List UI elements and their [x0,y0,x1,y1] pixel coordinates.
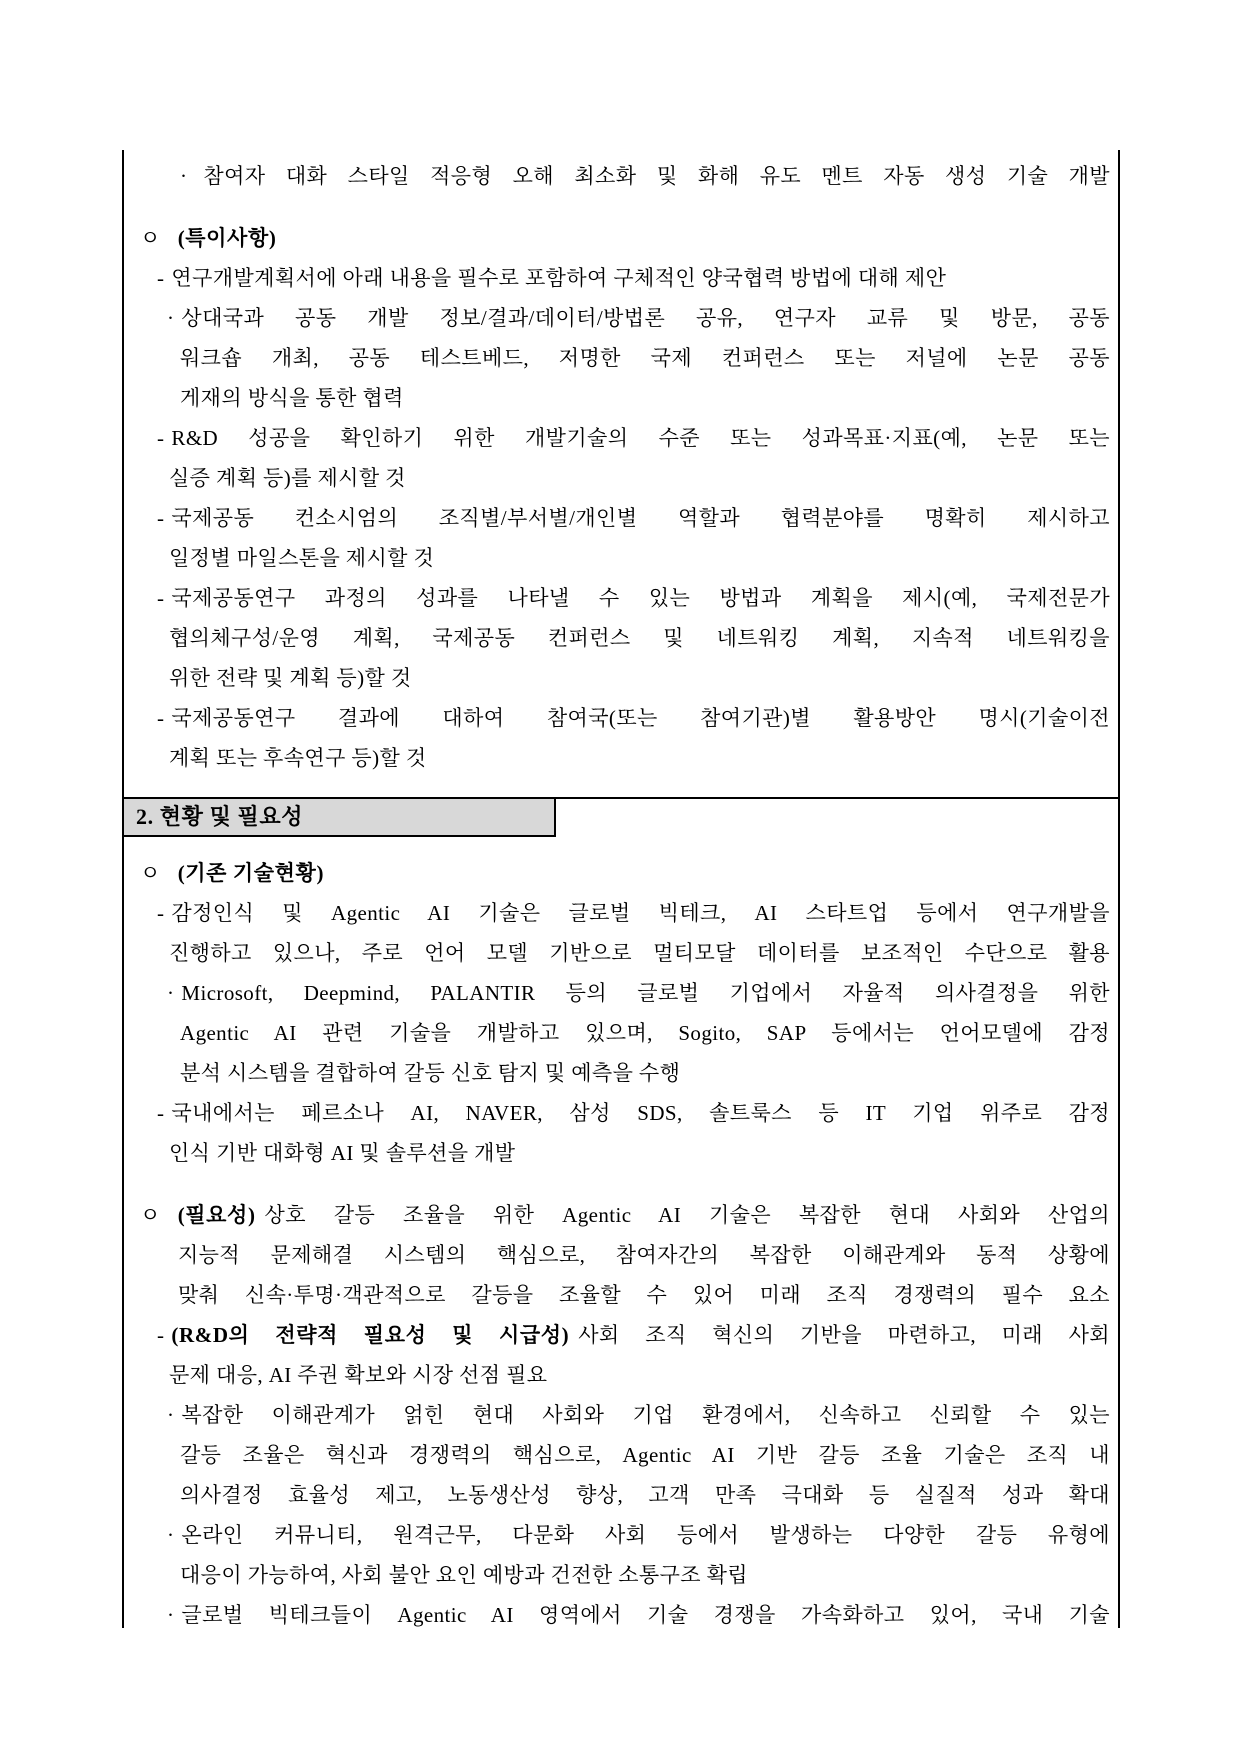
line-text: 복잡한 이해관계가 얽힌 현대 사회와 기업 환경에서, 신속하고 신뢰할 수 있는 [181,1403,1110,1427]
line-text: 국제공동 컨소시엄의 조직별/부서별/개인별 역할과 협력분야를 명확히 제시하고 [171,506,1110,530]
bullet: · [167,1603,175,1627]
section-2-title: 2. 현황 및 필요성 [136,804,304,829]
line-text: 참여자 대화 스타일 적응형 오해 최소화 및 화해 유도 멘트 자동 생성 기술 개발 [203,164,1110,188]
text-line [124,1275,1114,1315]
line-text: 실증 계획 등)를 제시할 것 [169,466,406,490]
bullet: - [157,266,165,290]
text-line [124,338,1114,378]
section-research-content [124,150,1118,797]
bullet: - [157,901,165,925]
line-text: 계획 또는 후속연구 등)할 것 [169,746,427,770]
bold-label: (필요성) [177,1203,256,1227]
bullet: ㅇ [140,861,161,885]
text-line [124,1515,1114,1555]
text-line [124,893,1114,933]
bold-label: (기존 기술현황) [177,861,325,885]
line-text: 위한 전략 및 계획 등)할 것 [169,666,412,690]
text-line [124,698,1114,738]
line-text: 맞춰 신속·투명·객관적으로 갈등을 조율할 수 있어 미래 조직 경쟁력의 필수 요소 [178,1283,1110,1307]
line-text: 국제공동연구 결과에 대하여 참여국(또는 참여기관)별 활용방안 명시(기술이전 [171,706,1110,730]
content-table-frame [122,150,1120,1628]
section-2-header-row [124,797,1118,837]
line-text: 분석 시스템을 결합하여 갈등 신호 탐지 및 예측을 수행 [180,1061,681,1085]
bold-label: (특이사항) [177,226,277,250]
bullet: - [157,1323,165,1347]
text-line [124,458,1114,498]
section-status-necessity [124,837,1118,1628]
line-text: 지능적 문제해결 시스템의 핵심으로, 참여자간의 복잡한 이해관계와 동적 상황에 [178,1243,1110,1267]
text-line [124,1595,1114,1628]
strategic-necessity-line [124,1315,1114,1355]
line-text: 상대국과 공동 개발 정보/결과/데이터/방법론 공유, 연구자 교류 및 방문, 공동 [181,306,1110,330]
text-line [124,1133,1114,1173]
bullet: · [167,306,175,330]
special-notes-header [124,218,1114,258]
bullet: · [167,1403,175,1427]
bullet: - [157,586,165,610]
text-line [124,1435,1114,1475]
text-line [124,973,1114,1013]
text-line [124,418,1114,458]
text-line [124,578,1114,618]
text-line [124,1235,1114,1275]
line-text: 글로벌 빅테크들이 Agentic AI 영역에서 기술 경쟁을 가속화하고 있어, 국내 기술 [181,1603,1110,1627]
line-text: 문제 대응, AI 주권 확보와 시장 선점 필요 [169,1363,548,1387]
tech-status-header [124,853,1114,893]
text-line [124,1013,1114,1053]
line-text: 대응이 가능하여, 사회 불안 요인 예방과 건전한 소통구조 확립 [180,1563,748,1587]
line-text: Microsoft, Deepmind, PALANTIR 등의 글로벌 기업에서 자율적 의사결정을 위한 [181,981,1110,1005]
bullet: - [157,1101,165,1125]
text-line [124,1395,1114,1435]
line-text: 연구개발계획서에 아래 내용을 필수로 포함하여 구체적인 양국협력 방법에 대해 제안 [171,266,947,290]
line-text: 진행하고 있으나, 주로 언어 모델 기반으로 멀티모달 데이터를 보조적인 수단으로 활용 [169,941,1110,965]
section-2-header-cell [124,799,556,837]
bullet: · [167,1523,175,1547]
text-line [124,378,1114,418]
line-text: 인식 기반 대화형 AI 및 솔루션을 개발 [169,1141,516,1165]
necessity-header [124,1195,1114,1235]
line-text: 국내에서는 페르소나 AI, NAVER, 삼성 SDS, 솔트룩스 등 IT 기업 위주로 감정 [171,1101,1110,1125]
line-text: 일정별 마일스톤을 제시할 것 [169,546,435,570]
bullet: ㅇ [140,1203,161,1227]
text-line [124,1053,1114,1093]
line-text: 국제공동연구 과정의 성과를 나타낼 수 있는 방법과 계획을 제시(예, 국제전문가 [171,586,1110,610]
text-line [124,738,1114,778]
text-line [124,618,1114,658]
bullet: · [180,164,188,188]
line-text: 감정인식 및 Agentic AI 기술은 글로벌 빅테크, AI 스타트업 등에서 연구개발을 [171,901,1110,925]
bullet: - [157,426,165,450]
bullet: · [167,981,175,1005]
line-text: R&D 성공을 확인하기 위한 개발기술의 수준 또는 성과목표·지표(예, 논문 또는 [171,426,1110,450]
line-text: 사회 조직 혁신의 기반을 마련하고, 미래 사회 [578,1323,1110,1347]
text-line [124,258,1114,298]
line-text: 게재의 방식을 통한 협력 [180,386,404,410]
line-text: 상호 갈등 조율을 위한 Agentic AI 기술은 복잡한 현대 사회와 산업의 [264,1203,1110,1227]
bullet: ㅇ [140,226,161,250]
text-line [124,498,1114,538]
text-line [124,156,1114,196]
text-line [124,1555,1114,1595]
line-text: 워크숍 개최, 공동 테스트베드, 저명한 국제 컨퍼런스 또는 저널에 논문 공동 [180,346,1110,370]
text-line [124,1475,1114,1515]
line-text: 의사결정 효율성 제고, 노동생산성 향상, 고객 만족 극대화 등 실질적 성과 확대 [180,1483,1110,1507]
bullet: - [157,506,165,530]
line-text: 협의체구성/운영 계획, 국제공동 컨퍼런스 및 네트워킹 계획, 지속적 네트워킹을 [169,626,1110,650]
text-line [124,1093,1114,1133]
line-text: 갈등 조율은 혁신과 경쟁력의 핵심으로, Agentic AI 기반 갈등 조율 기술은 조직 내 [180,1443,1110,1467]
text-line [124,933,1114,973]
text-line [124,538,1114,578]
bold-label: (R&D의 전략적 필요성 및 시급성) [171,1323,570,1347]
text-line [124,298,1114,338]
text-line [124,1355,1114,1395]
text-line [124,658,1114,698]
bullet: - [157,706,165,730]
line-text: Agentic AI 관련 기술을 개발하고 있으며, Sogito, SAP 등에서는 언어모델에 감정 [180,1021,1110,1045]
line-text: 온라인 커뮤니티, 원격근무, 다문화 사회 등에서 발생하는 다양한 갈등 유형에 [181,1523,1110,1547]
